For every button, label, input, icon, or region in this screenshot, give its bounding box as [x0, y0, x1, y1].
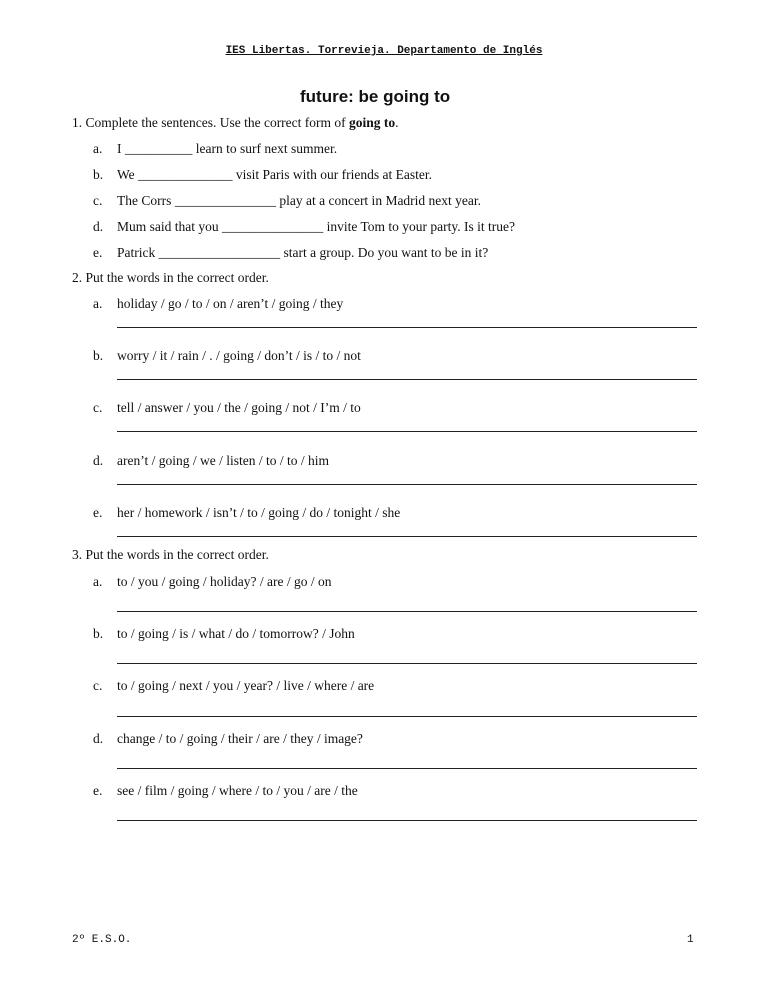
answer-line[interactable]	[117, 768, 697, 769]
list-item: holiday / go / to / on / aren’t / going / they	[117, 296, 344, 311]
item-letter: a.	[93, 141, 103, 156]
answer-line[interactable]	[117, 663, 697, 664]
item-letter: c.	[93, 193, 103, 208]
list-item: worry / it / rain / . / going / don’t / is / to / not	[117, 348, 361, 363]
answer-line[interactable]	[117, 431, 697, 432]
list-item: We ______________ visit Paris with our friends at Easter.	[117, 167, 432, 182]
item-letter: b.	[93, 626, 104, 641]
list-item: I __________ learn to surf next summer.	[117, 141, 338, 156]
item-letter: c.	[93, 678, 103, 693]
answer-line[interactable]	[117, 716, 697, 717]
list-item: tell / answer / you / the / going / not / I’m / to	[117, 400, 361, 415]
item-letter: e.	[93, 783, 103, 798]
section-3-instruction: 3. Put the words in the correct order.	[72, 547, 269, 562]
item-letter: d.	[93, 731, 104, 746]
item-letter: c.	[93, 400, 103, 415]
list-item: to / going / is / what / do / tomorrow? / John	[117, 626, 355, 641]
item-letter: d.	[93, 453, 104, 468]
list-item: to / going / next / you / year? / live / where / are	[117, 678, 375, 693]
list-item: see / film / going / where / to / you / are / the	[117, 783, 358, 798]
answer-line[interactable]	[117, 379, 697, 380]
list-item: to / you / going / holiday? / are / go / on	[117, 574, 332, 589]
answer-line[interactable]	[117, 484, 697, 485]
page-number: 1	[687, 934, 694, 946]
answer-line[interactable]	[117, 536, 697, 537]
item-letter: e.	[93, 505, 103, 520]
list-item: aren’t / going / we / listen / to / to / him	[117, 453, 329, 468]
item-letter: d.	[93, 219, 104, 234]
page-title: future: be going to	[300, 87, 451, 106]
section-2-instruction: 2. Put the words in the correct order.	[72, 270, 269, 285]
item-letter: b.	[93, 167, 104, 182]
section-1-instruction: 1. Complete the sentences. Use the correct form of going to.	[72, 115, 399, 130]
list-item: Patrick __________________ start a group. Do you want to be in it?	[117, 245, 489, 260]
item-letter: b.	[93, 348, 104, 363]
answer-line[interactable]	[117, 820, 697, 821]
list-item: The Corrs _______________ play at a concert in Madrid next year.	[117, 193, 482, 208]
item-letter: a.	[93, 296, 103, 311]
footer-course: 2º E.S.O.	[72, 934, 132, 946]
answer-line[interactable]	[117, 611, 697, 612]
list-item: change / to / going / their / are / they / image?	[117, 731, 363, 746]
item-letter: a.	[93, 574, 103, 589]
list-item: her / homework / isn’t / to / going / do / tonight / she	[117, 505, 401, 520]
answer-line[interactable]	[117, 327, 697, 328]
item-letter: e.	[93, 245, 103, 260]
list-item: Mum said that you _______________ invite Tom to your party. Is it true?	[117, 219, 516, 234]
page-header: IES Libertas. Torrevieja. Departamento de Inglés	[225, 45, 543, 57]
